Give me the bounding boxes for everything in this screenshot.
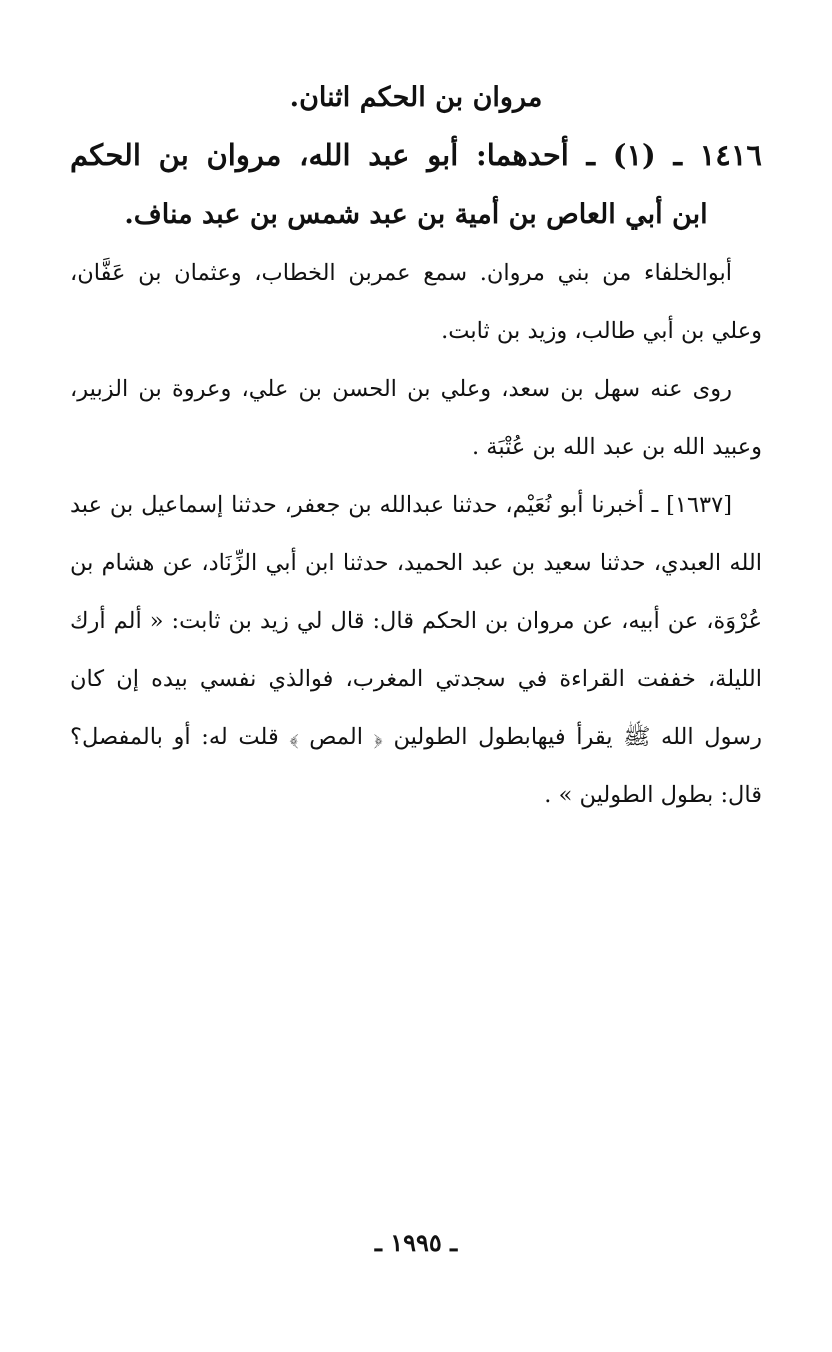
section-title: مروان بن الحكم اثنان.: [289, 82, 543, 113]
entry-heading-line2: ابن أبي العاص بن أمية بن عبد شمس بن عبد مناف.: [124, 199, 708, 230]
biography-paragraph: أبوالخلفاء من بني مروان. سمع عمربن الخطاب، وعثمان بن عَفَّان، وعلي بن أبي طالب، وزيد بن ثابت.: [70, 260, 762, 344]
entry-heading-line1: ١٤١٦ ـ (١) ـ أحدهما: أبو عبد الله، مروان بن الحكم: [70, 138, 762, 172]
narrators-paragraph: روى عنه سهل بن سعد، وعلي بن الحسن بن علي، وعروة بن الزبير، وعبيد الله بن عبد الله بن عُتْبَة .: [70, 376, 762, 460]
page-number: ـ ١٩٩٥ ـ: [374, 1228, 458, 1257]
hadith-paragraph: [١٦٣٧] ـ أخبرنا أبو نُعَيْم، حدثنا عبدالله بن جعفر، حدثنا إسماعيل بن عبد الله العبدي، حدثنا سعيد بن عبد الحميد، حدثنا ابن أبي الزِّنَاد، عن هشام بن عُرْوَة، عن أبيه، عن مروان بن الحكم قال: قال لي زيد بن ثابت: « ألم أرك الليلة، خففت القراءة في سجدتي المغرب، فوالذي نفسي بيده إن كان رسول الله ﷺ يقرأ فيهابطول الطولين ﴿ المص ﴾ قلت له: أو بالمفصل؟ قال: بطول الطولين » .: [70, 492, 762, 808]
page-content: [70, 72, 762, 824]
